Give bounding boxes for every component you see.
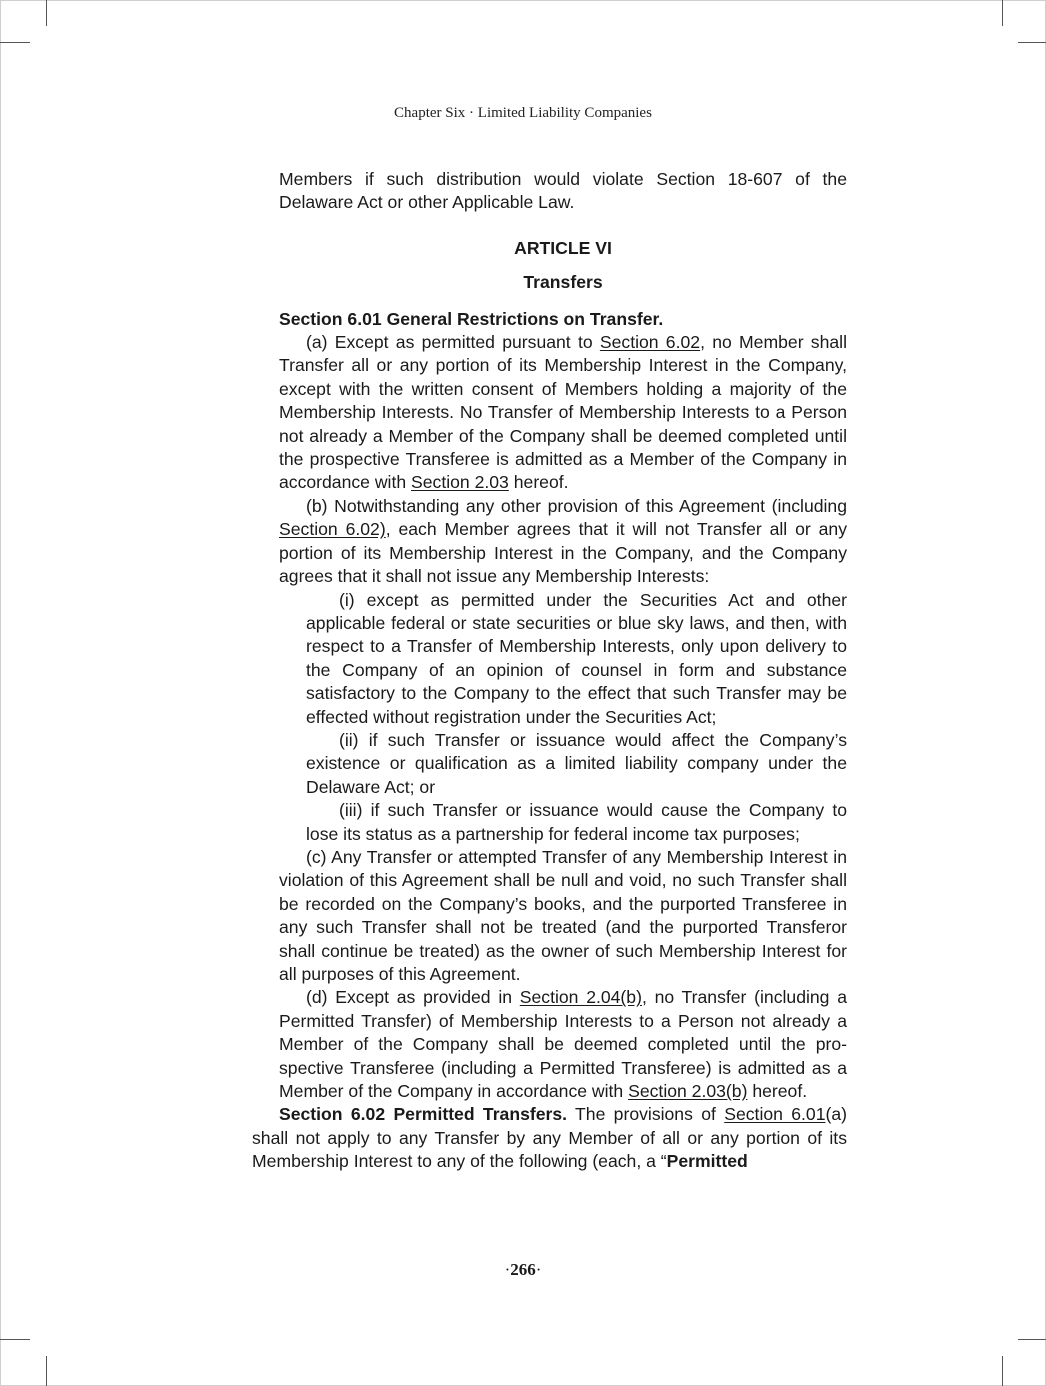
paragraph-b	[279, 495, 847, 589]
para-a-text-3: hereof.	[508, 472, 569, 493]
para-b-text-1: (b) Notwithstanding any other provision of this Agreement (including	[306, 495, 847, 516]
para-a-text-2: , no Member shall Transfer all or any portion of its Membership Interest in the Company, except with the written consent of Members holding a majority of the Membership Interests. No Transfer of Membership Interests to a Person not already a Member of the Company shall be deemed completed until the prospective Transferee is admitted as a Member of the Company in accordance with	[279, 332, 847, 493]
cross-reference-link[interactable]: Section 6.02	[599, 332, 701, 353]
s602-text-1: The provisions of	[567, 1104, 725, 1125]
section-6-02-heading: Section 6.02 Permitted Transfers.	[279, 1104, 568, 1125]
crop-mark-bottom-right-h	[1018, 1339, 1046, 1340]
cross-reference-link[interactable]: Section 2.03	[411, 472, 509, 493]
crop-mark-top-left-h	[0, 42, 30, 43]
section-6-01-heading	[279, 308, 847, 331]
para-d-text-1: (d) Except as provided in	[306, 987, 520, 1008]
folio-dot-right: ·	[535, 1260, 542, 1279]
cross-reference-link[interactable]: Section 2.04(b)	[519, 987, 642, 1008]
para-a-text-1: (a) Except as permitted pursuant to	[306, 332, 600, 353]
paragraph-d	[279, 986, 847, 1103]
para-d-text-2: , no Transfer (including a Permitted Transfer) of Membership Interests to a Person not already a Member of the Company shall be deemed completed until the prospective Transferee (including a Permitted Transferee) is admitted as a Member of the Company in accordance with	[279, 987, 847, 1102]
crop-mark-bottom-left-v	[46, 1356, 47, 1386]
cross-reference-link[interactable]: Section 6.01	[724, 1104, 826, 1125]
s602-text-2: (a) shall not apply to any Transfer by any Member of all or any portion of its Membership Interest to any of the following (each, a “	[252, 1104, 848, 1172]
page-body	[252, 168, 848, 1174]
defined-term: Permitted	[666, 1151, 748, 1172]
cross-reference-link[interactable]: Section 6.02)	[279, 519, 386, 540]
folio-dot-left: ·	[504, 1260, 511, 1279]
crop-mark-bottom-left-h	[0, 1339, 30, 1340]
clause-iii: (iii) if such Transfer or issuance would cause the Company to lose its status as a partnership for federal income tax purposes;	[306, 800, 847, 844]
para-b-text-2: , each Member agrees that it will not Transfer all or any portion of its Membership Interest in the Company, and the Company agrees that it shall not issue any Membership Interests:	[279, 519, 847, 587]
crop-mark-bottom-right-v	[1002, 1356, 1003, 1386]
carryover-paragraph: Members if such distribution would violate Section 18-607 of the Delaware Act or other Applicable Law.	[279, 169, 847, 213]
folio-number: 266	[510, 1260, 536, 1279]
article-title: Transfers	[523, 272, 603, 293]
clause-i: (i) except as permitted under the Securities Act and other applicable federal or state securities or blue sky laws, and then, with respect to a Transfer of Membership Interests, only upon delivery to the Company of an opinion of counsel in form and substance satisfactory to the Company to the effect that such Transfer may be effected without registration under the Securities Act;	[306, 589, 847, 727]
cross-reference-link[interactable]: Section 2.03(b)	[628, 1081, 748, 1102]
crop-mark-top-right-v	[1002, 0, 1003, 26]
paragraph-a	[279, 331, 847, 495]
running-head: Chapter Six · Limited Liability Companies	[394, 105, 652, 121]
clause-ii: (ii) if such Transfer or issuance would affect the Company’s existence or qualification as a limited liability company under the Delaware Act; or	[306, 729, 847, 797]
para-d-text-3: hereof.	[747, 1081, 808, 1102]
paragraph-c: (c) Any Transfer or attempted Transfer of any Membership Interest in violation of this Agreement shall be null and void, no such Transfer shall be recorded on the Company’s books, and the purported Transferee in any such Transfer shall not be treated (and the purported Transferor shall continue be treated) as the owner of such Membership Interest for all purposes of this Agreement.	[279, 846, 847, 984]
crop-mark-top-left-v	[46, 0, 47, 26]
section-heading-text: Section 6.01 General Restrictions on Transfer.	[279, 308, 664, 329]
page-number	[0, 1260, 1046, 1280]
crop-mark-top-right-h	[1018, 42, 1046, 43]
section-6-02-paragraph	[252, 1103, 847, 1173]
article-heading: ARTICLE VI	[514, 237, 612, 258]
